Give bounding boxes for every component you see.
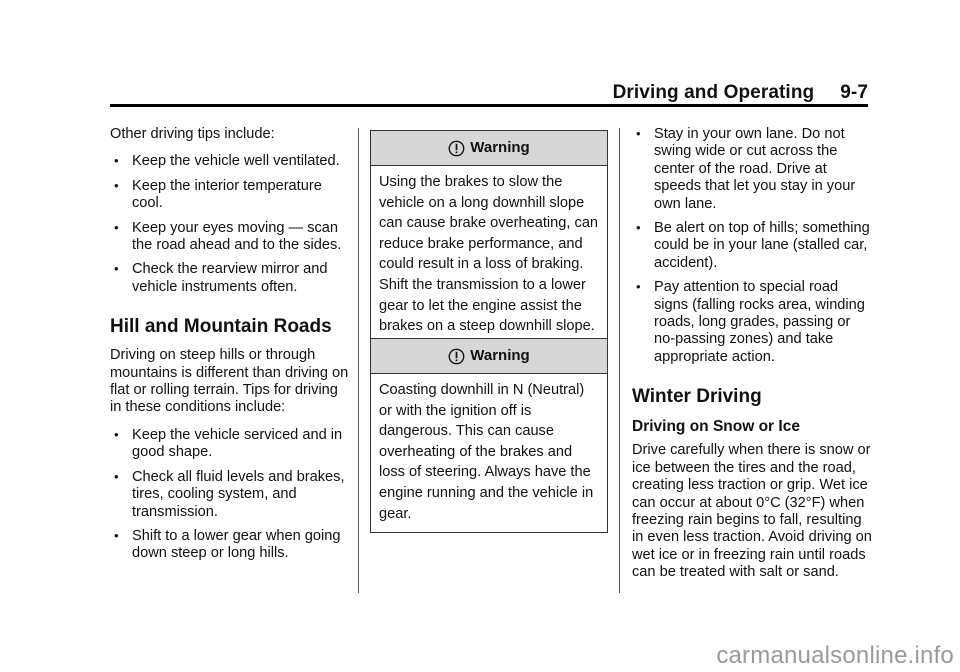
list-item: • Keep the interior temperature cool. [114, 177, 322, 212]
bullet-icon: • [636, 126, 641, 141]
bullet-icon: • [114, 527, 119, 543]
body-paragraph: Driving on steep hills or through mountains is different than driving on flat or rolling terrain. Tips for driving in these conditions include: [110, 347, 349, 416]
warning-box [370, 338, 608, 533]
page-number: 9-7 [840, 82, 868, 103]
column-right [632, 126, 872, 592]
list-item: • Shift to a lower gear when going down steep or long hills. [114, 527, 341, 562]
list-item: • Keep the vehicle serviced and in good shape. [114, 426, 343, 461]
bullet-icon: • [636, 220, 641, 236]
warning-header [371, 131, 607, 166]
warning-text: Coasting downhill in N (Neutral) or with the ignition off is dangerous. This can cause overheating of the brakes and loss of steering. Always have the engine running and the vehicle in gear. [379, 382, 594, 522]
column-left [110, 126, 350, 570]
warning-title: Warning [470, 138, 530, 156]
section-heading: Winter Driving [632, 386, 762, 408]
warning-title: Warning [470, 346, 530, 364]
column-divider-1 [358, 128, 359, 593]
page-header [110, 78, 868, 104]
watermark: carmanualsonline.info [716, 642, 954, 669]
list-item: • Stay in your own lane. Do not swing wide or cut across the center of the road. Drive at speeds that let you stay in your own lane. [636, 126, 856, 212]
warning-icon [448, 348, 465, 365]
warning-icon [448, 140, 465, 157]
bullet-icon: • [114, 468, 119, 484]
bullet-icon: • [114, 219, 119, 235]
header-rule [110, 104, 868, 107]
bullet-icon: • [114, 153, 119, 169]
list-item: • Pay attention to special road signs (falling rocks area, winding roads, long grades, passing or no-passing zones) and take appropriate action. [636, 279, 865, 365]
section-heading: Hill and Mountain Roads [110, 316, 332, 338]
warning-text: Using the brakes to slow the vehicle on a long downhill slope can cause brake overheating, can reduce brake performance, and could result in a loss of braking. Shift the transmission to a lower gear to let the engine assist the brakes on a steep downhill slope. [379, 174, 599, 335]
warning-box [370, 130, 608, 346]
column-divider-2 [619, 128, 620, 593]
bullet-icon: • [114, 177, 119, 193]
list-item: • Keep your eyes moving — scan the road ahead and to the sides. [114, 219, 342, 254]
subsection-heading: Driving on Snow or Ice [632, 418, 800, 436]
bullet-icon: • [114, 261, 119, 277]
list-item: • Keep the vehicle well ventilated. [114, 153, 340, 170]
body-paragraph: Drive carefully when there is snow or ice between the tires and the road, creating less traction or grip. Wet ice can occur at about 0°C (32°F) when freezing rain begins to fall, resulting in even less traction. Avoid driving on wet ice or in freezing rain until roads can be treated with salt or sand. [632, 442, 872, 581]
intro-text: Other driving tips include: [110, 126, 275, 142]
bullet-icon: • [114, 426, 119, 442]
section-title: Driving and Operating [612, 82, 815, 103]
list-item: • Check all fluid levels and brakes, tires, cooling system, and transmission. [114, 468, 345, 520]
bullet-icon: • [636, 279, 641, 295]
warning-header [371, 339, 607, 374]
list-item: • Be alert on top of hills; something could be in your lane (stalled car, accident). [636, 220, 870, 271]
list-item: • Check the rearview mirror and vehicle instruments often. [114, 261, 328, 295]
